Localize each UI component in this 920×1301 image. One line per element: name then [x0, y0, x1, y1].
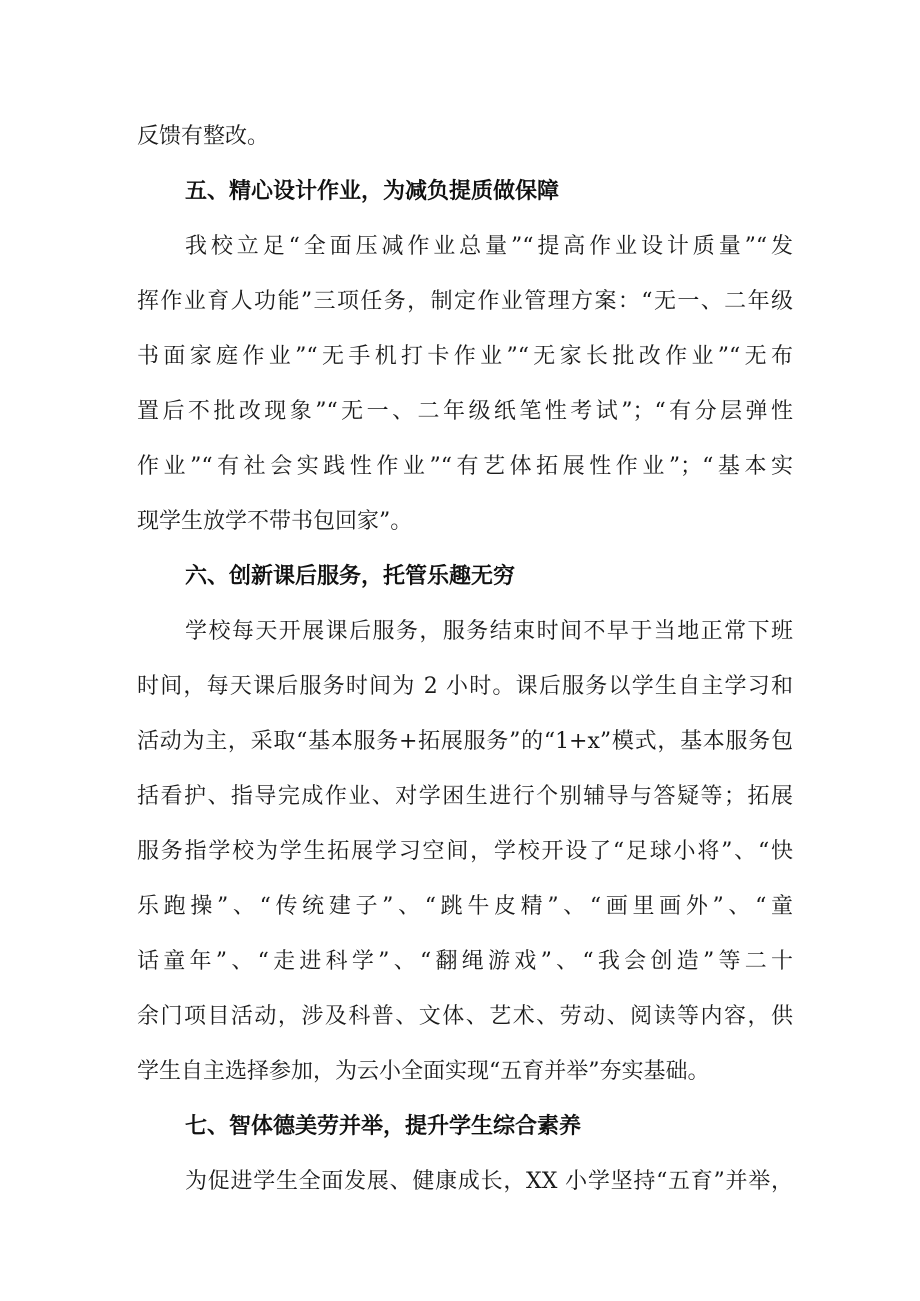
- paragraph-line: 置后不批改现象”“无一、二年级纸笔性考试”；“有分层弹性: [137, 399, 793, 424]
- paragraph-line: 余门项目活动，涉及科普、文体、艺术、劳动、阅读等内容，供: [137, 1004, 793, 1029]
- section-heading-6: 六、创新课后服务，托管乐趣无穷: [185, 564, 516, 589]
- paragraph-line: 时间，每天课后服务时间为 2 小时。课后服务以学生自主学习和: [137, 674, 793, 699]
- paragraph-line: 服务指学校为学生拓展学习空间，学校开设了“足球小将”、“快: [137, 839, 793, 864]
- paragraph-line: 括看护、指导完成作业、对学困生进行个别辅导与答疑等；拓展: [137, 784, 793, 809]
- paragraph-line: 现学生放学不带书包回家”。: [137, 509, 413, 534]
- paragraph-line: 挥作业育人功能”三项任务，制定作业管理方案：“无一、二年级: [137, 289, 793, 314]
- paragraph-line: 反馈有整改。: [137, 124, 270, 149]
- paragraph-line: 话童年”、“走进科学”、“翻绳游戏”、“我会创造”等二十: [137, 949, 793, 974]
- paragraph-line: 学生自主选择参加，为云小全面实现“五育并举”夯实基础。: [137, 1059, 710, 1084]
- paragraph-line: 书面家庭作业”“无手机打卡作业”“无家长批改作业”“无布: [137, 344, 793, 369]
- section-heading-5: 五、精心设计作业，为减负提质做保障: [185, 179, 560, 204]
- paragraph-line: 为促进学生全面发展、健康成长，XX 小学坚持“五育”并举，: [185, 1169, 793, 1194]
- paragraph-line: 学校每天开展课后服务，服务结束时间不早于当地正常下班: [185, 619, 793, 644]
- paragraph-line: 作业”“有社会实践性作业”“有艺体拓展性作业”；“基本实: [137, 454, 793, 479]
- paragraph-line: 活动为主，采取“基本服务+拓展服务”的“1+x”模式，基本服务包: [137, 729, 793, 754]
- paragraph-line: 我校立足“全面压减作业总量”“提高作业设计质量”“发: [185, 234, 793, 259]
- paragraph-line: 乐跑操”、“传统建子”、“跳牛皮精”、“画里画外”、“童: [137, 894, 793, 919]
- section-heading-7: 七、智体德美劳并举，提升学生综合素养: [185, 1114, 582, 1139]
